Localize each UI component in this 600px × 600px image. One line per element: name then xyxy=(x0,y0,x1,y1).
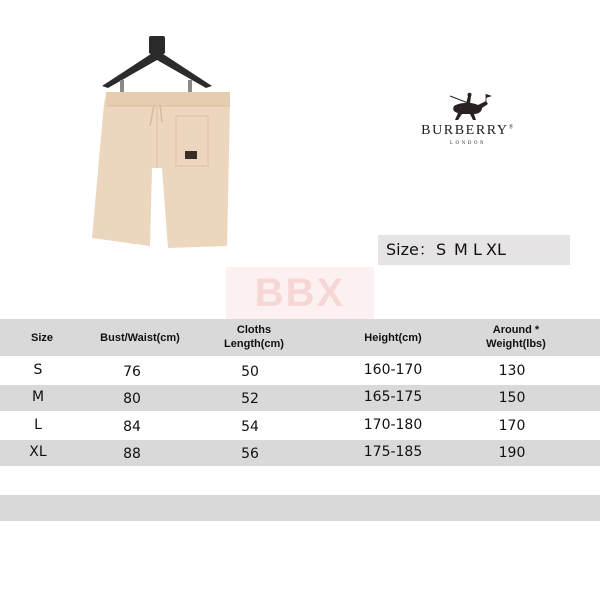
size-availability-box xyxy=(378,235,570,265)
cell-size: S xyxy=(33,362,43,378)
equestrian-knight-icon xyxy=(442,92,494,122)
size-label: Size： xyxy=(386,240,435,259)
brand-city: LONDON xyxy=(449,141,487,146)
size-option: S xyxy=(436,240,447,259)
cell-weight: 190 xyxy=(498,445,526,461)
table-header xyxy=(0,319,600,356)
cell-weight: 170 xyxy=(498,418,526,434)
shorts-waistband xyxy=(106,92,230,106)
cell-bust: 84 xyxy=(123,419,141,435)
table-row xyxy=(0,440,600,466)
cell-size: M xyxy=(31,389,45,405)
cell-size: L xyxy=(34,417,42,433)
size-option: XL xyxy=(486,240,506,259)
header-weight: Around * Weight(lbs) xyxy=(486,324,546,350)
header-bust-waist: Bust/Waist(cm) xyxy=(100,332,180,344)
size-option: L xyxy=(473,240,482,259)
table-row xyxy=(0,413,600,439)
cell-bust: 76 xyxy=(123,364,141,380)
brand-logo xyxy=(398,92,538,152)
hanger-arms xyxy=(102,50,212,88)
shorts-on-hanger-illustration xyxy=(80,30,250,260)
brand-patch xyxy=(185,151,197,159)
cell-length: 56 xyxy=(241,446,259,462)
table-footer-band xyxy=(0,495,600,521)
cell-height: 175-185 xyxy=(363,444,423,460)
cell-bust: 80 xyxy=(123,391,141,407)
header-height: Height(cm) xyxy=(364,332,422,344)
cell-height: 170-180 xyxy=(363,417,423,433)
cell-size: XL xyxy=(29,444,47,460)
cell-bust: 88 xyxy=(123,446,141,462)
table-row xyxy=(0,385,600,411)
product-image xyxy=(80,30,250,260)
cell-length: 54 xyxy=(241,419,259,435)
brand-name: BURBERRY® xyxy=(421,123,515,138)
cell-height: 165-175 xyxy=(363,389,423,405)
header-size: Size xyxy=(30,332,53,344)
cell-weight: 150 xyxy=(498,390,526,406)
size-option: M xyxy=(454,240,468,259)
table-row xyxy=(0,358,600,384)
watermark: BBX xyxy=(226,267,374,319)
cell-height: 160-170 xyxy=(363,362,423,378)
cell-length: 52 xyxy=(241,391,259,407)
cell-weight: 130 xyxy=(498,363,526,379)
cell-length: 50 xyxy=(241,364,259,380)
header-length: Cloths Length(cm) xyxy=(224,324,284,350)
